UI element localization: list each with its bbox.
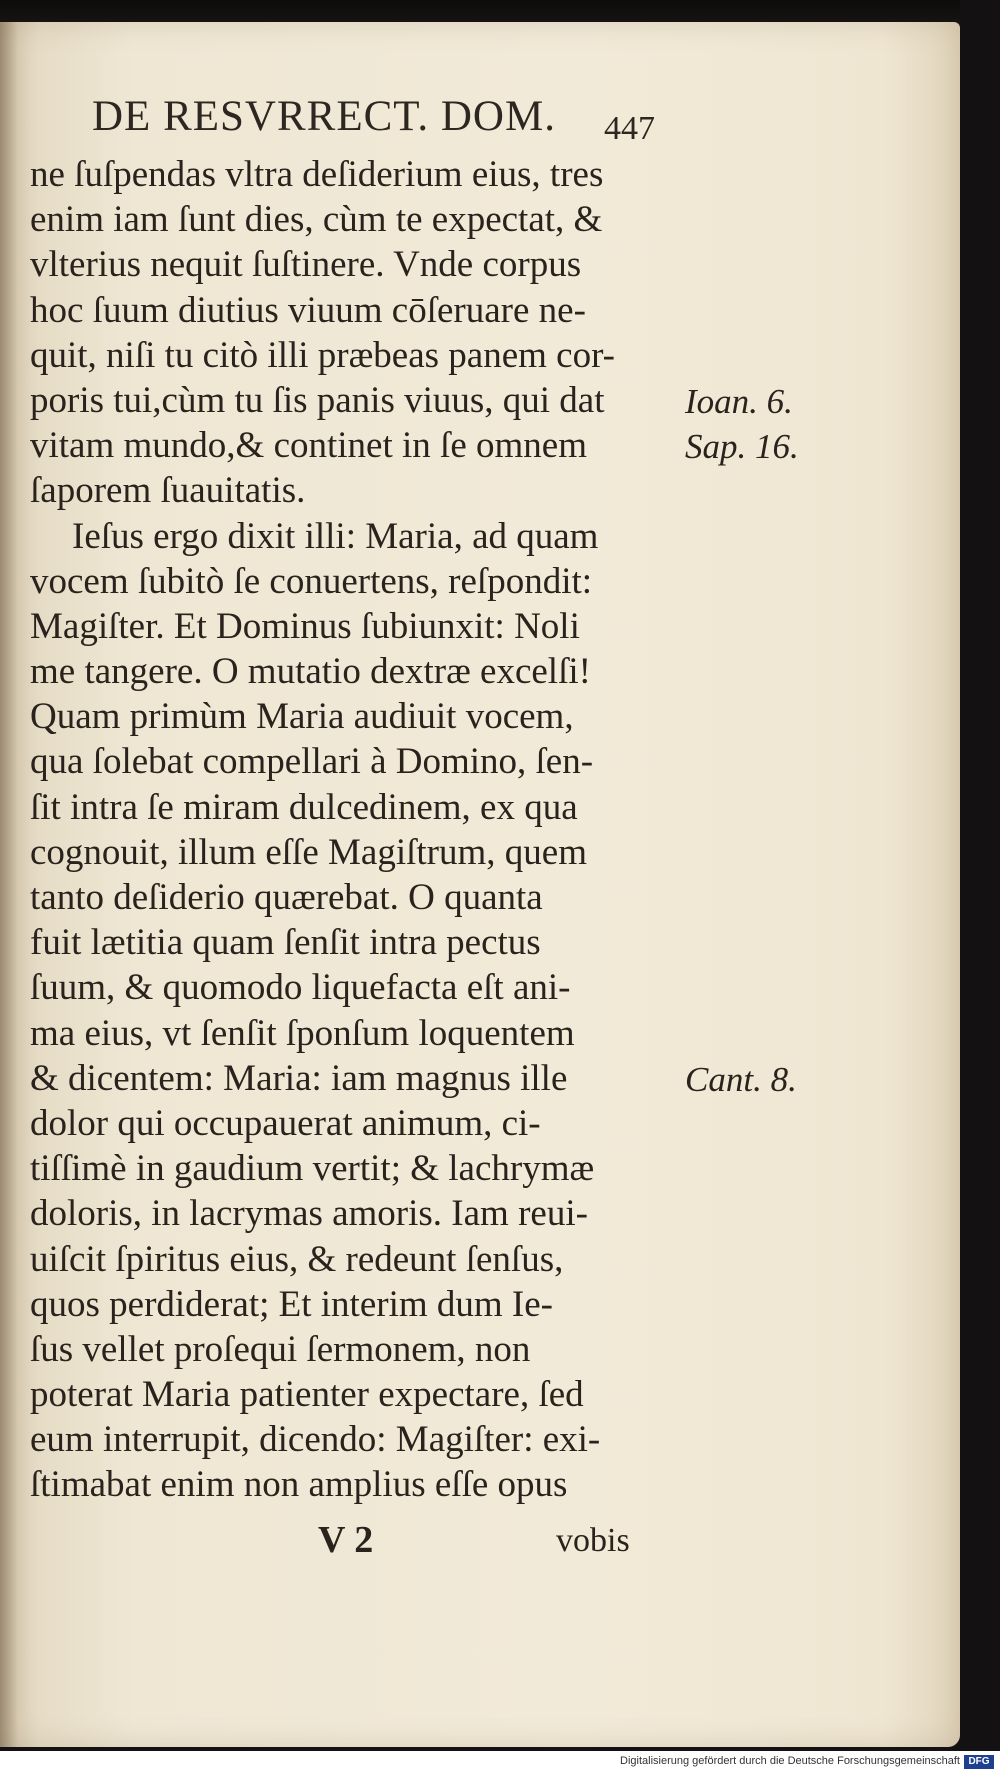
text-line: quit, niſi tu citò illi præbeas panem cor-: [30, 334, 615, 376]
text-line: Ieſus ergo dixit illi: Maria, ad quam: [72, 515, 599, 557]
text-line: vlterius nequit ſuſtinere. Vnde corpus: [30, 244, 582, 286]
text-line: ſaporem ſuauitatis.: [30, 470, 306, 512]
text-line: doloris, in lacrymas amoris. Iam reui-: [30, 1193, 588, 1235]
text-line: enim iam ſunt dies, cùm te expectat, &: [30, 199, 603, 241]
signature-mark: V 2: [318, 1519, 374, 1561]
text-line: ſuum, & quomodo liquefacta eſt ani-: [30, 967, 571, 1009]
text-line: poris tui,cùm tu ſis panis viuus, qui dat: [30, 379, 605, 421]
text-line: ſus vellet proſequi ſermonem, non: [30, 1328, 531, 1370]
text-line: qua ſolebat compellari à Domino, ſen-: [30, 741, 594, 783]
text-line: quos perdiderat; Et interim dum Ie-: [30, 1283, 553, 1325]
text-line: Magiſter. Et Dominus ſubiunxit: Noli: [30, 605, 580, 647]
footer-credit: Digitalisierung gefördert durch die Deutsche Forschungsgemeinschaft: [620, 1755, 960, 1767]
text-line: ne ſuſpendas vltra deſiderium eius, tres: [30, 154, 604, 195]
page-number: 447: [604, 110, 655, 147]
margin-note: Sap. 16.: [685, 427, 799, 467]
text-line: ſit intra ſe miram dulcedinem, ex qua: [30, 786, 578, 828]
text-line: & dicentem: Maria: iam magnus ille: [30, 1057, 568, 1099]
text-line: cognouit, illum eſſe Magiſtrum, quem: [30, 831, 587, 873]
page-gutter-shadow: [0, 22, 18, 1747]
text-line: tanto deſiderio quærebat. O quanta: [30, 877, 543, 918]
text-line: uiſcit ſpiritus eius, & redeunt ſenſus,: [30, 1238, 564, 1280]
page-top-edge: [0, 0, 960, 24]
text-line: dolor qui occupauerat animum, ci-: [30, 1102, 541, 1144]
catchword: vobis: [556, 1522, 630, 1559]
text-line: vocem ſubitò ſe conuertens, reſpondit:: [30, 560, 593, 602]
text-line: me tangere. O mutatio dextræ excelſi!: [30, 651, 591, 693]
text-line: fuit lætitia quam ſenſit intra pectus: [30, 922, 541, 964]
dfg-logo: DFG: [964, 1755, 994, 1769]
body-text: [30, 152, 670, 1508]
text-line: hoc ſuum diutius viuum cōſeruare ne-: [30, 289, 586, 331]
text-line: Quam primùm Maria audiuit vocem,: [30, 696, 574, 738]
text-line: ma eius, vt ſenſit ſponſum loquentem: [30, 1012, 575, 1054]
text-line: eum interrupit, dicendo: Magiſter: exi-: [30, 1419, 601, 1461]
margin-note: Ioan. 6.: [685, 382, 793, 421]
text-line: poterat Maria patienter expectare, ſed: [30, 1374, 584, 1416]
text-line: vitam mundo,& continet in ſe omnem: [30, 425, 587, 467]
text-line: tiſſimè in gaudium vertit; & lachrymæ: [30, 1148, 595, 1190]
running-head: DE RESVRRECT. DOM.: [92, 93, 556, 140]
margin-note: Cant. 8.: [685, 1060, 797, 1099]
text-line: ſtimabat enim non amplius eſſe opus: [30, 1464, 568, 1506]
